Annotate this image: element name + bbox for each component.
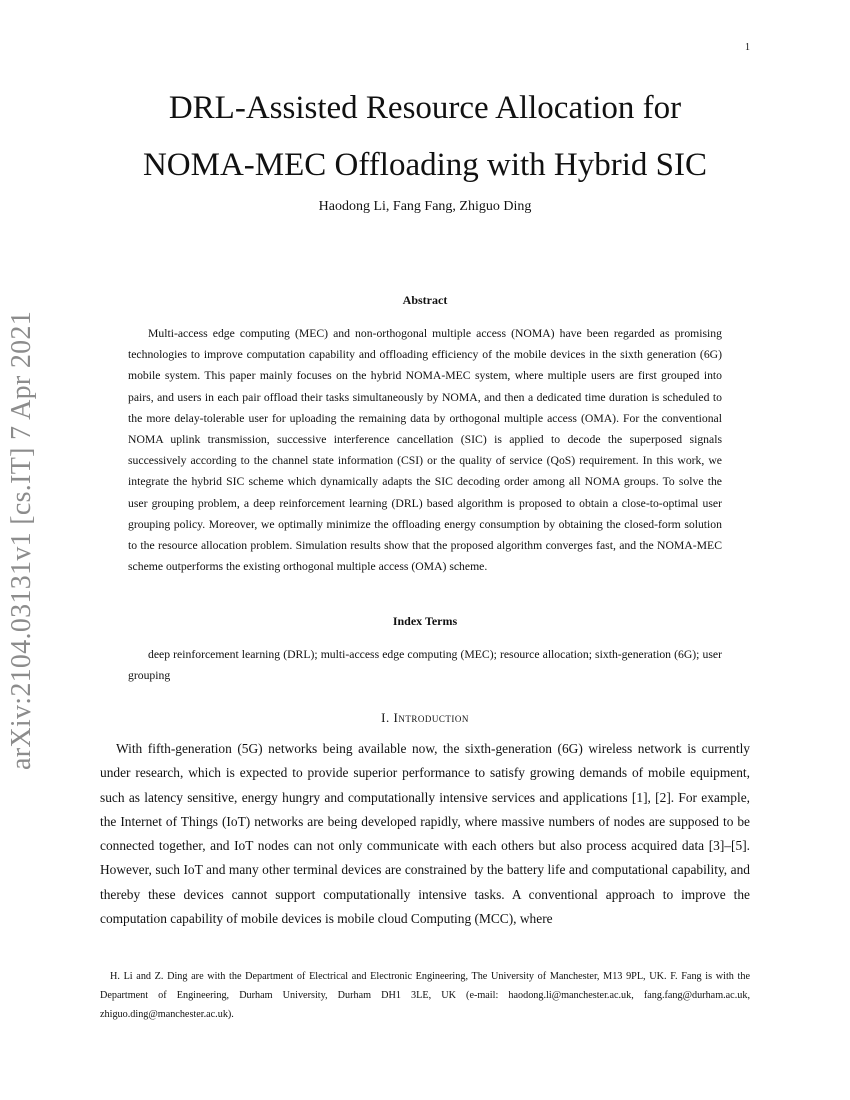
- section-heading: [110, 710, 740, 726]
- introduction-text: With fifth-generation (5G) networks being available now, the sixth-generation (6G) wireless network is currently under research, which is expected to provide superior performance to satisfy growing demands of mobile equipment, such as latency sensitive, energy hungry and computationally intensive services and applications [1], [2]. For example, the Internet of Things (IoT) networks are being developed rapidly, where massive numbers of nodes are supposed to be connected together, and IoT nodes can not only communicate with each others but also process acquired data [3]–[5]. However, such IoT and many other terminal devices are constrained by the battery life and computational capability, and thereby these devices cannot support computationally intensive tasks. A conventional approach to improve the computation capability of mobile devices is mobile cloud Computing (MCC), where: [100, 741, 750, 927]
- authors: Haodong Li, Fang Fang, Zhiguo Ding: [318, 199, 532, 214]
- abstract-heading: Abstract: [402, 293, 448, 307]
- arxiv-identifier: arXiv:2104.03131v1 [cs.IT] 7 Apr 2021: [6, 310, 37, 770]
- title-line-2: NOMA-MEC Offloading with Hybrid SIC: [142, 147, 708, 183]
- title-line-1: DRL-Assisted Resource Allocation for: [168, 90, 682, 126]
- paper-title: [110, 80, 740, 194]
- index-terms-heading: Index Terms: [392, 614, 458, 628]
- abstract-text: Multi-access edge computing (MEC) and non-orthogonal multiple access (NOMA) have been regarded as promising technologies to improve computation capability and offloading efficiency of the mobile devices in the sixth generation (6G) mobile system. This paper mainly focuses on the hybrid NOMA-MEC system, where multiple users are first grouped into pairs, and users in each pair offload their tasks simultaneously by NOMA, and then a dedicated time duration is scheduled to the more delay-tolerable user for uploading the remaining data by orthogonal multiple access (OMA). For the conventional NOMA uplink transmission, successive interference cancellation (SIC) is applied to decode the superposed signals successively according to the channel state information (CSI) or the quality of service (QoS) requirement. In this work, we integrate the hybrid SIC scheme which dynamically adapts the SIC decoding order among all NOMA groups. To solve the user grouping problem, a deep reinforcement learning (DRL) based algorithm is proposed to obtain a close-to-optimal user grouping policy. Moreover, we optimally minimize the offloading energy consumption by obtaining the closed-form solution to the resource allocation problem. Simulation results show that the proposed algorithm converges fast, and the NOMA-MEC scheme outperforms the existing orthogonal multiple access (OMA) scheme.: [128, 327, 722, 574]
- index-terms-text: deep reinforcement learning (DRL); multi-access edge computing (MEC); resource allocation; sixth-generation (6G); user grouping: [128, 648, 722, 682]
- page-number: 1: [745, 42, 750, 53]
- author-footnote: H. Li and Z. Ding are with the Department of Electrical and Electronic Engineering, The University of Manchester, M13 9PL, UK. F. Fang is with the Department of Engineering, Durham University, Durham DH1 3LE, UK (e-mail: haodong.li@manchester.ac.uk, fang.fang@durham.ac.uk, zhiguo.ding@manchester.ac.uk).: [100, 971, 750, 1020]
- section-number: I.: [381, 710, 390, 725]
- section-title: Introduction: [393, 710, 469, 725]
